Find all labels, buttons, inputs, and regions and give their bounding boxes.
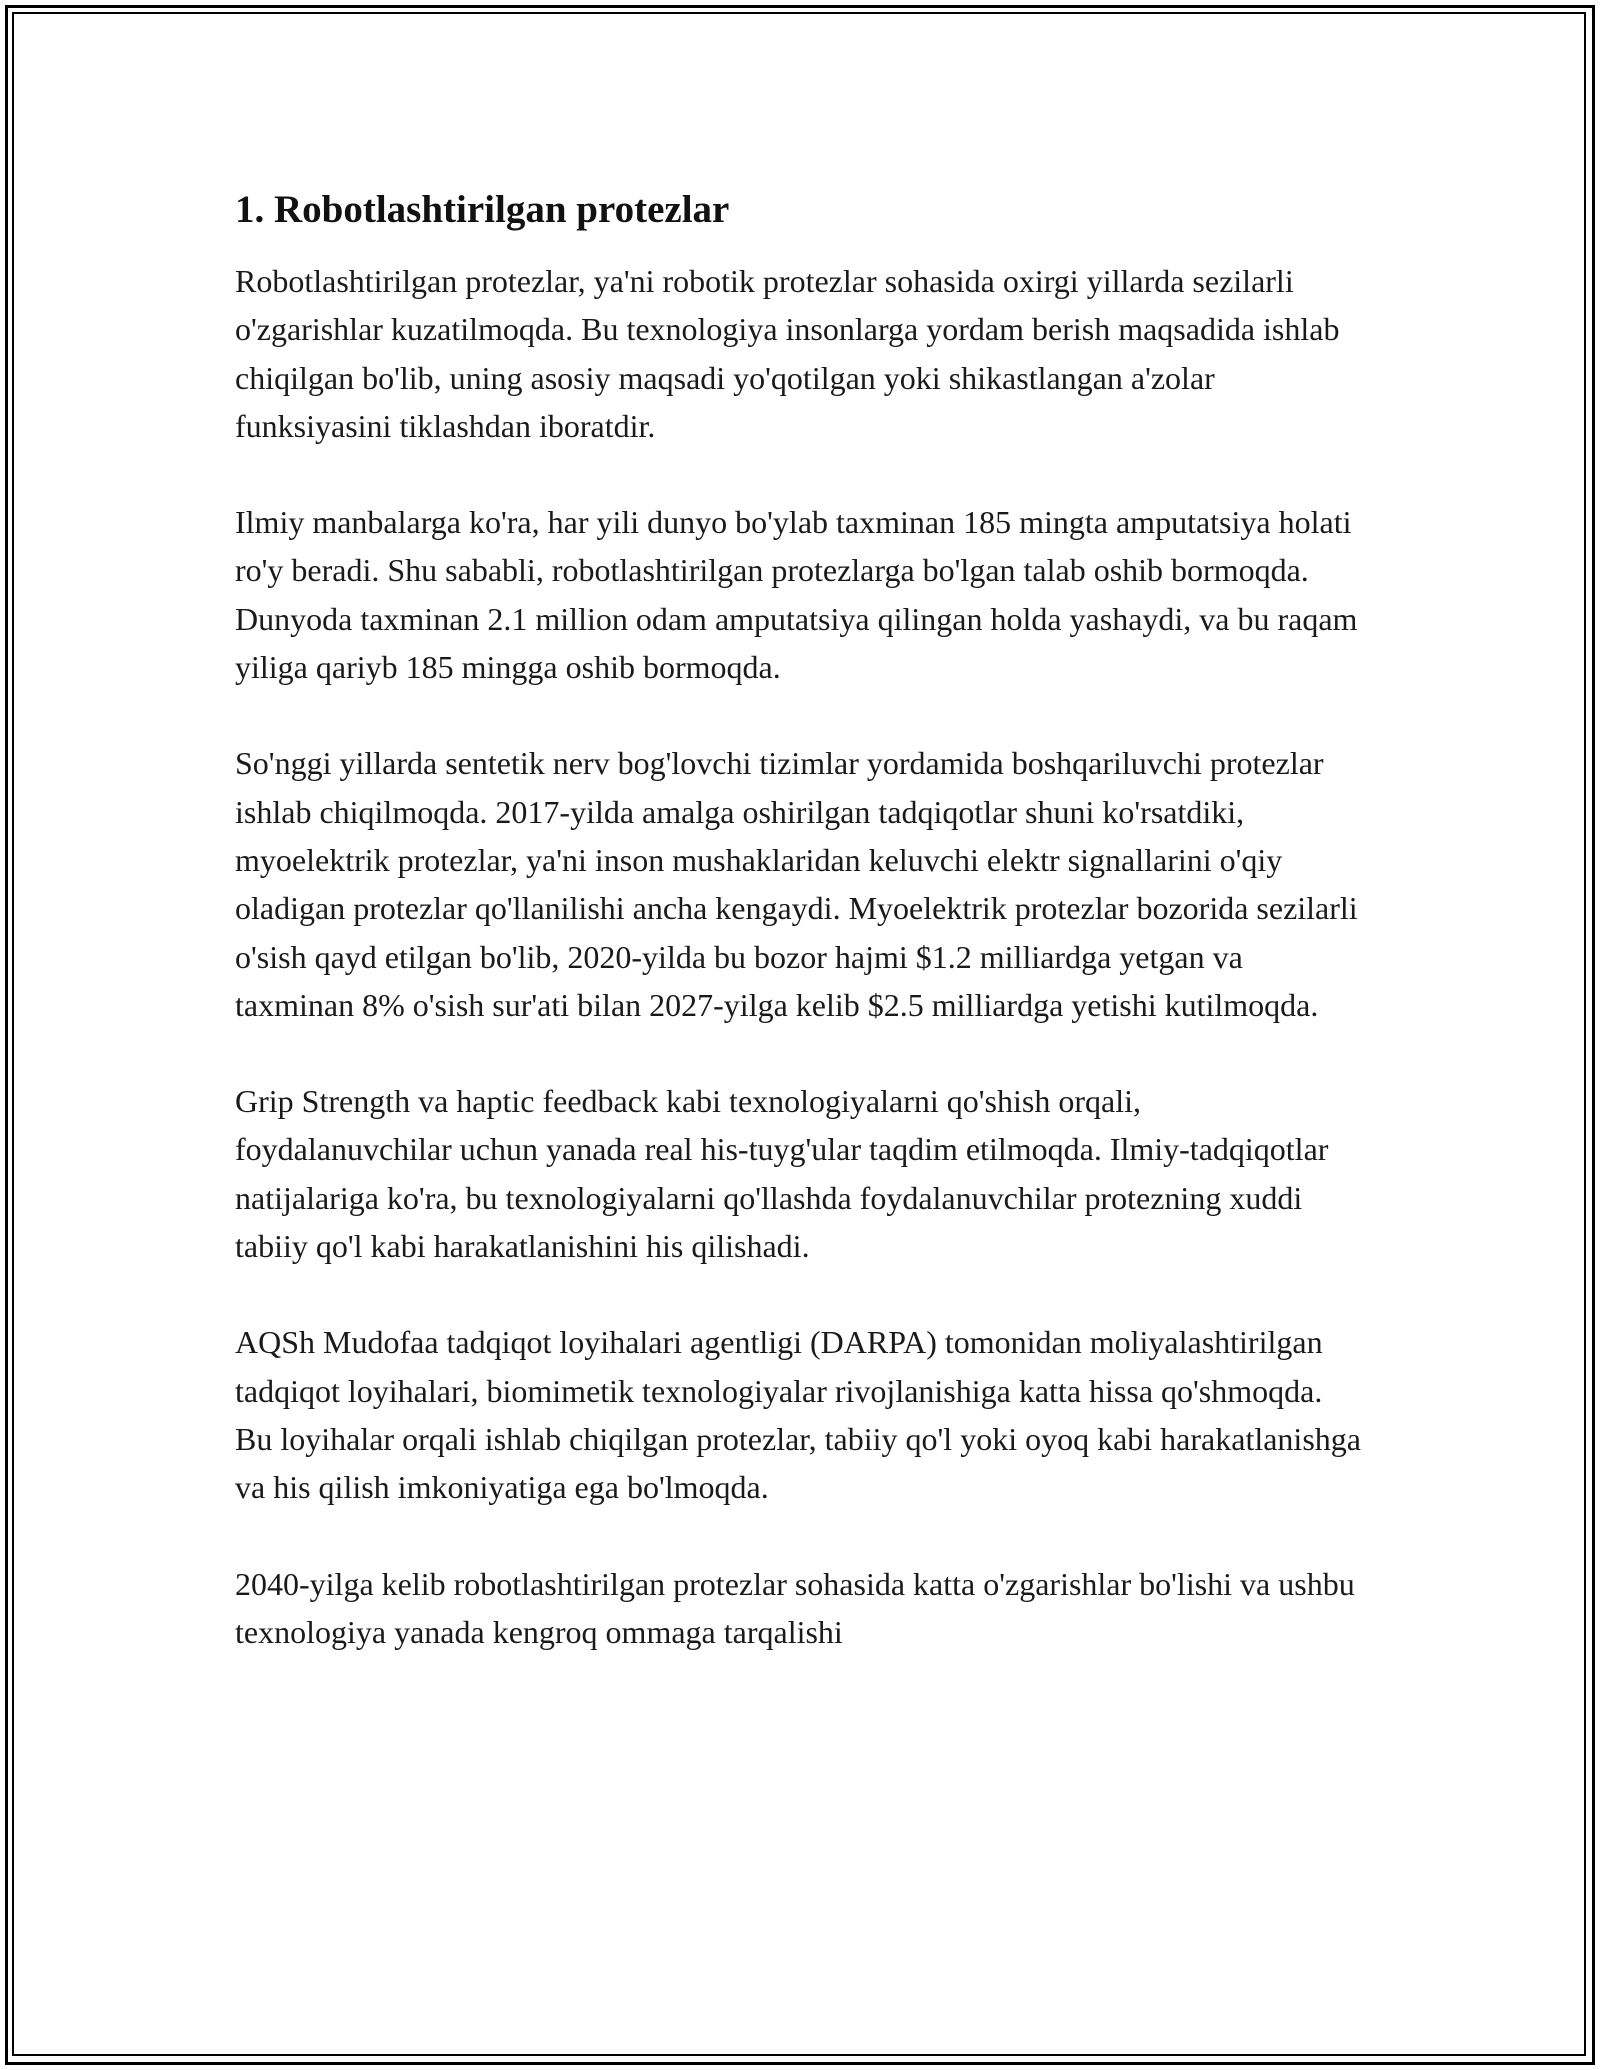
section-title: 1. Robotlashtirilgan protezlar	[235, 188, 730, 231]
document-body	[235, 185, 1365, 1656]
paragraph-3: So'nggi yillarda sentetik nerv bog'lovchi tizimlar yordamida boshqariluvchi protezlar ishlab chiqilmoqda. 2017-yilda amalga oshirilgan tadqiqotlar shuni ko'rsatdiki, myoelektrik protezlar, ya'ni inson mushaklaridan keluvchi elektr signallarini o'qiy oladigan protezlar qo'llanilishi ancha kengaydi. Myoelektrik protezlar bozorida sezilarli o'sish qayd etilgan bo'lib, 2020-yilda bu bozor hajmi $1.2 milliardga yetgan va taxminan 8% o'sish sur'ati bilan 2027-yilga kelib $2.5 milliardga yetishi kutilmoqda.	[235, 745, 1358, 1023]
paragraph-1: Robotlashtirilgan protezlar, ya'ni robotik protezlar sohasida oxirgi yillarda sezilarli o'zgarishlar kuzatilmoqda. Bu texnologiya insonlarga yordam berish maqsadida ishlab chiqilgan bo'lib, uning asosiy maqsadi yo'qotilgan yoki shikastlangan a'zolar funksiyasini tiklashdan iboratdir.	[235, 263, 1340, 444]
paragraph-2: Ilmiy manbalarga ko'ra, har yili dunyo bo'ylab taxminan 185 mingta amputatsiya holati ro'y beradi. Shu sababli, robotlashtirilgan protezlarga bo'lgan talab oshib bormoqda. Dunyoda taxminan 2.1 million odam amputatsiya qilingan holda yashaydi, va bu raqam yiliga qariyb 185 mingga oshib bormoqda.	[235, 504, 1358, 686]
paragraph-5: AQSh Mudofaa tadqiqot loyihalari agentligi (DARPA) tomonidan moliyalashtirilgan tadqiqot loyihalari, biomimetik texnologiyalar rivojlanishiga katta hissa qo'shmoqda. Bu loyihalar orqali ishlab chiqilgan protezlar, tabiiy qo'l yoki oyoq kabi harakatlanishga va his qilish imkoniyatiga ega bo'lmoqda.	[235, 1324, 1361, 1506]
paragraph-6: 2040-yilga kelib robotlashtirilgan protezlar sohasida katta o'zgarishlar bo'lishi va ushbu texnologiya yanada kengroq ommaga tarqalishi	[235, 1565, 1355, 1650]
paragraph-4: Grip Strength va haptic feedback kabi texnologiyalarni qo'shish orqali, foydalanuvchilar uchun yanada real his-tuyg'ular taqdim etilmoqda. Ilmiy-tadqiqotlar natijalariga ko'ra, bu texnologiyalarni qo'llashda foydalanuvchilar protezning xuddi tabiiy qo'l kabi harakatlanishini his qilishadi.	[235, 1083, 1329, 1265]
